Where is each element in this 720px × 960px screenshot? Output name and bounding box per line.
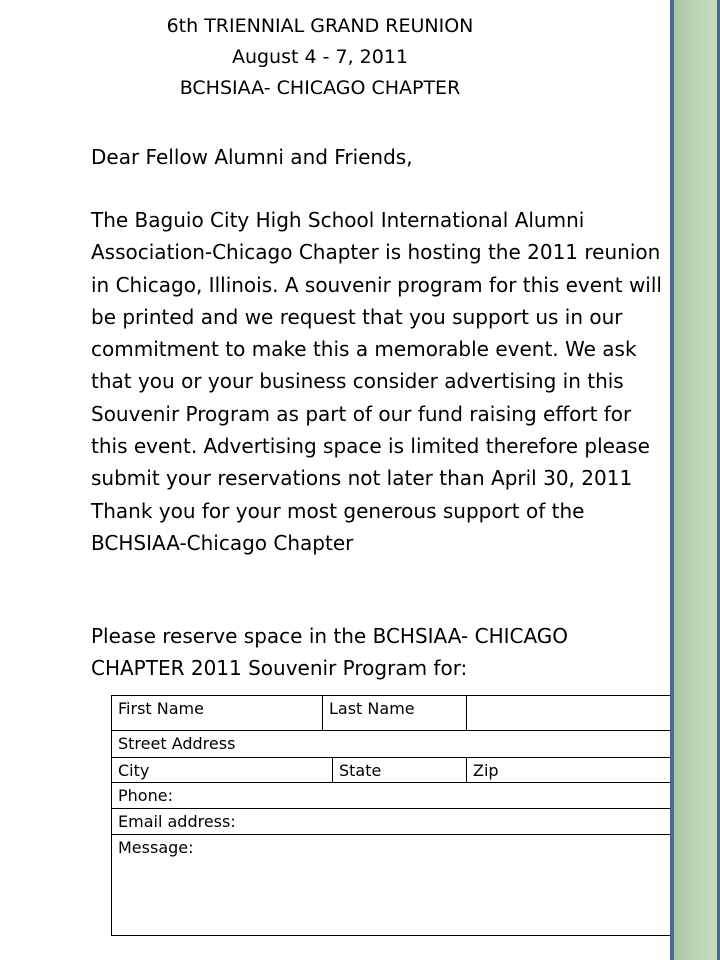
salutation: Dear Fellow Alumni and Friends,: [91, 145, 413, 169]
header-dates: August 4 - 7, 2011: [231, 46, 409, 68]
phone-field[interactable]: Phone:: [118, 786, 173, 805]
name-extra-field[interactable]: [467, 696, 671, 730]
last-name-field[interactable]: Last Name: [323, 696, 467, 730]
header-chapter: BCHSIAA- CHICAGO CHAPTER: [179, 77, 461, 99]
header-title: 6th TRIENNIAL GRAND REUNION: [166, 15, 474, 37]
header: [0, 11, 720, 104]
letter-paragraph-1: The Baguio City High School International Alumni Association-Chicago Chapter is hosting the 2011 reunion in Chicago, Illinois. A souvenir program for this event will be printed and we request that you support us in our commitment to make this a memorable event. We ask that you or your business consider advertising in this Souvenir Program as part of our fund raising effort for this event. Advertising space is limited therefore please submit your reservations not later than April 30, 2011: [91, 208, 662, 491]
email-row: [112, 808, 671, 834]
phone-row: [112, 782, 671, 808]
reserve-text: Please reserve space in the BCHSIAA- CHICAGO CHAPTER 2011 Souvenir Program for:: [91, 624, 569, 681]
salutation-block: [66, 141, 666, 173]
street-row: [112, 730, 671, 757]
letter-paragraph-2: Thank you for your most generous support of the BCHSIAA-Chicago Chapter: [91, 498, 585, 555]
decorative-sidebar: [670, 0, 720, 960]
reserve-request: [66, 620, 666, 685]
message-field[interactable]: Message:: [118, 838, 194, 857]
name-row: [112, 695, 671, 730]
zip-field[interactable]: Zip: [473, 761, 499, 780]
letter-body: [66, 204, 666, 559]
city-field[interactable]: City: [112, 758, 333, 782]
city-row: [112, 757, 671, 782]
first-name-field[interactable]: First Name: [112, 696, 323, 730]
street-address-field[interactable]: Street Address: [118, 734, 236, 753]
reservation-form: [111, 695, 671, 936]
email-field[interactable]: Email address:: [118, 812, 236, 831]
state-field[interactable]: State: [333, 758, 467, 782]
message-row: [112, 834, 671, 936]
